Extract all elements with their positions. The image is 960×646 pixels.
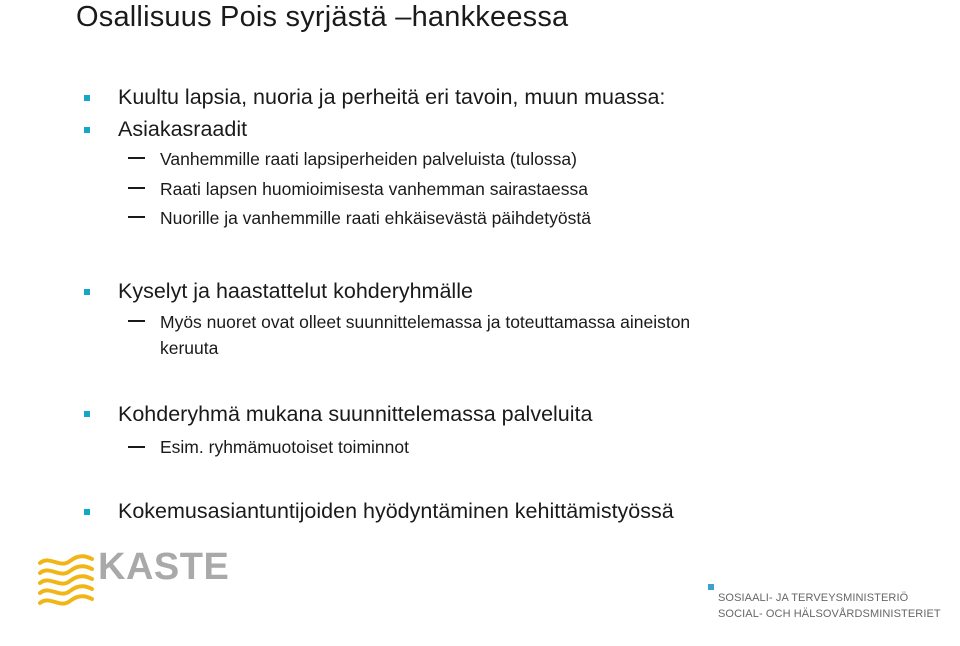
sub-bullet-text: Nuorille ja vanhemmille raati ehkäisevästä päihdetyöstä: [160, 208, 591, 228]
ministry-logo: [718, 590, 941, 622]
sub-bullet-text-continuation: keruuta: [160, 338, 219, 358]
page-title: Osallisuus Pois syrjästä –hankkeessa: [76, 1, 569, 33]
bullet-marker: [84, 127, 90, 133]
dash-marker: [128, 187, 145, 189]
bullet-text: Kohderyhmä mukana suunnittelemassa palveluita: [118, 402, 593, 426]
dash-marker: [128, 216, 145, 218]
bullet-marker: [84, 411, 90, 417]
bullet-marker: [84, 95, 90, 101]
sub-bullet-text: Vanhemmille raati lapsiperheiden palveluista (tulossa): [160, 149, 577, 169]
bullet-text: Kuultu lapsia, nuoria ja perheitä eri tavoin, muun muassa:: [118, 85, 666, 109]
bullet-marker: [84, 289, 90, 295]
sub-bullet-text: Esim. ryhmämuotoiset toiminnot: [160, 437, 409, 457]
ministry-square-icon: [708, 584, 714, 590]
dash-marker: [128, 446, 145, 448]
bullet-text: Asiakasraadit: [118, 117, 248, 141]
sub-bullet-text: Myös nuoret ovat olleet suunnittelemassa ja toteuttamassa aineiston: [160, 312, 691, 332]
dash-marker: [128, 157, 145, 159]
ministry-name-sv: SOCIAL- OCH HÄLSOVÅRDSMINISTERIET: [718, 608, 941, 620]
sub-bullet-text: Raati lapsen huomioimisesta vanhemman sairastaessa: [160, 179, 588, 199]
bullet-marker: [84, 509, 90, 515]
bullet-text: Kokemusasiantuntijoiden hyödyntäminen kehittämistyössä: [118, 499, 674, 523]
bullet-text: Kyselyt ja haastattelut kohderyhmälle: [118, 279, 473, 303]
ministry-name-fi: SOSIAALI- JA TERVEYSMINISTERIÖ: [718, 592, 909, 604]
dash-marker: [128, 320, 145, 322]
kaste-logo-text: KASTE: [98, 546, 230, 588]
